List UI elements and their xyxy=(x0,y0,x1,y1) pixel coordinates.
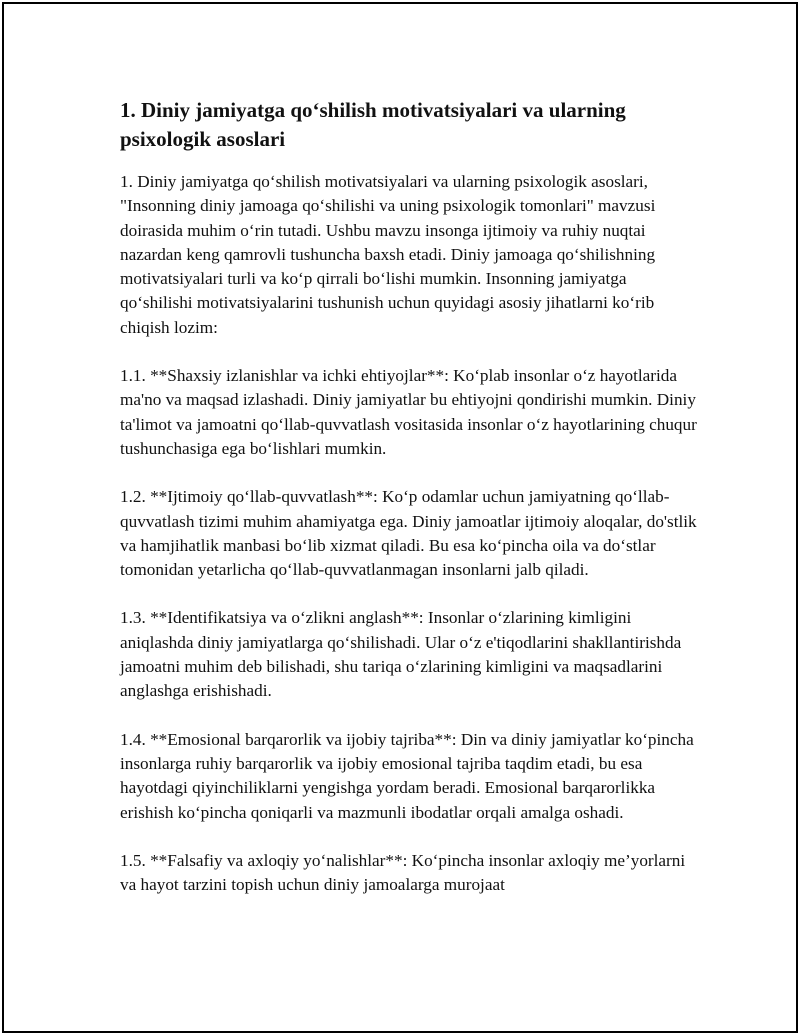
paragraph-1-2: 1.2. **Ijtimoiy qo‘llab-quvvatlash**: Ko‘p odamlar uchun jamiyatning qo‘llab-quvvatlash tizimi muhim ahamiyatga ega. Diniy jamoatlar ijtimoiy aloqalar, do'stlik va hamjihatlik manbasi bo‘lib xizmat qiladi. Bu esa ko‘pincha oila va do‘stlar tomonidan yetarlicha qo‘llab-quvvatlanmagan insonlarni jalb qiladi. xyxy=(120,487,697,580)
paragraph-1-1: 1.1. **Shaxsiy izlanishlar va ichki ehtiyojlar**: Ko‘plab insonlar o‘z hayotlarida ma'no va maqsad izlashadi. Diniy jamiyatlar bu ehtiyojni qondirishi mumkin. Diniy ta'limot va jamoatni qo‘llab-quvvatlash vositasida insonlar o‘z hayotlarining chuqur tushunchasiga ega bo‘lishlari mumkin. xyxy=(120,366,697,458)
paragraph-1-4: 1.4. **Emosional barqarorlik va ijobiy tajriba**: Din va diniy jamiyatlar ko‘pincha insonlarga ruhiy barqarorlik va ijobiy emosional tajriba taqdim etadi, bu esa hayotdagi qiyinchiliklarni yengishga yordam beradi. Emosional barqarorlikka erishish ko‘pincha qoniqarli va mazmunli ibodatlar orqali amalga oshadi. xyxy=(120,729,694,822)
page-frame xyxy=(2,2,798,1033)
paragraph-1-3: 1.3. **Identifikatsiya va o‘zlikni anglash**: Insonlar o‘zlarining kimligini aniqlashda diniy jamiyatlarga qo‘shilishadi. Ular o‘z e'tiqodlarini shakllantirishda jamoatni muhim deb bilishadi, shu tariqa o‘zlarining kimligini va maqsadlarini anglashga erishishadi. xyxy=(120,608,682,701)
section-heading: 1. Diniy jamiyatga qo‘shilish motivatsiyalari va ularning psixologik asoslari xyxy=(120,98,626,151)
paragraph-intro: 1. Diniy jamiyatga qo‘shilish motivatsiyalari va ularning psixologik asoslari, "Insonning diniy jamoaga qo‘shilishi va uning psixologik tomonlari" mavzusi doirasida muhim o‘rin tutadi. Ushbu mavzu insonga ijtimoiy va ruhiy nuqtai nazardan keng qamrovli tushuncha baxsh etadi. Diniy jamoaga qo‘shilishning motivatsiyalari turli va ko‘p qirrali bo‘lishi mumkin. Insonning jamiyatga qo‘shilishi motivatsiyalarini tushunish uchun quyidagi asosiy jihatlarni ko‘rib chiqish lozim: xyxy=(120,172,656,337)
document-body xyxy=(120,96,700,921)
paragraph-1-5: 1.5. **Falsafiy va axloqiy yo‘nalishlar**: Ko‘pincha insonlar axloqiy me’yorlarni va hayot tarzini topish uchun diniy jamoalarga murojaat xyxy=(120,850,686,895)
